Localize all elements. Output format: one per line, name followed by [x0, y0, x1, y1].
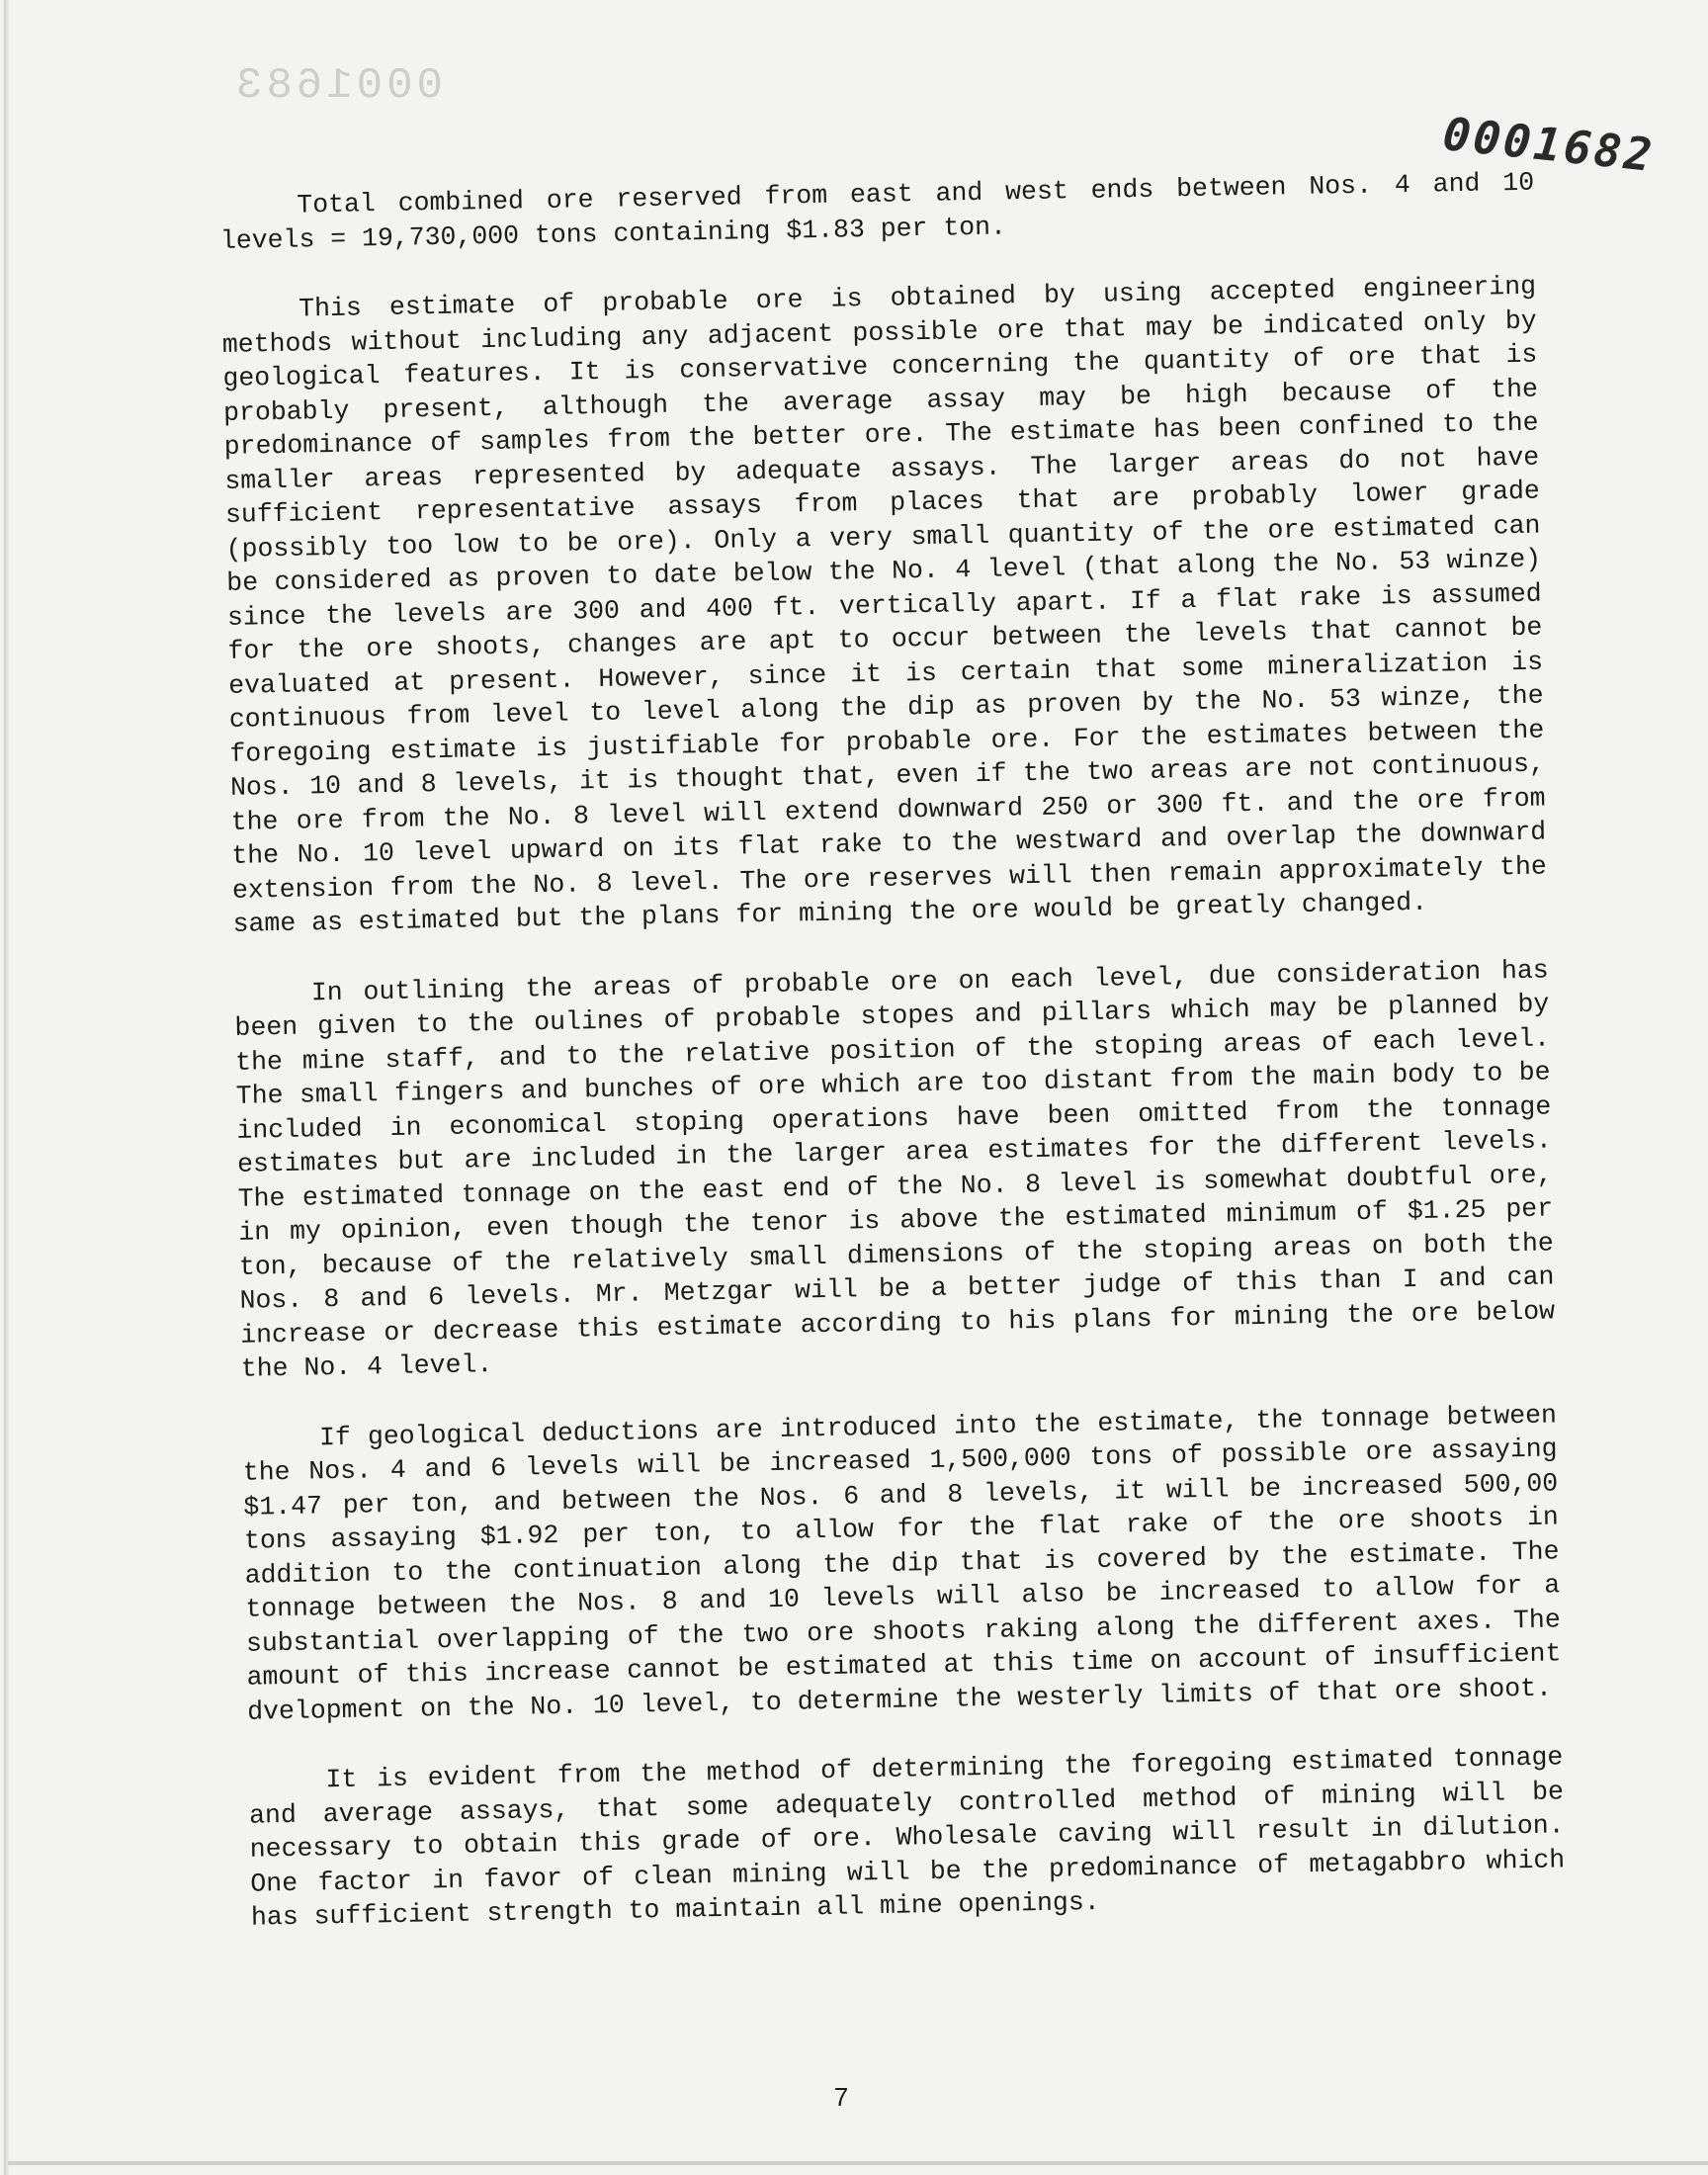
paragraph-outlining-areas: In outlining the areas of probable ore on each level, due consideration has been given to the oulines of probable stopes and pillars which may be planned by the mine staff, and to the relative position of the stoping areas of each level. The small fingers and bunches of ore which are too distant from the main body to be included in economical stoping operations have been omitted from the tonnage estimates but are included in the larger area estimates for the different levels. The estimated tonnage on the east end of the No. 8 level is somewhat doubtful ore, in my opinion, even though the tenor is above the estimated minimum of $1.25 per ton, because of the relatively small dimensions of the stoping areas on both the Nos. 8 and 6 levels. Mr. Metzgar will be a better judge of this than I and can increase or decrease this estimate according to his plans for mining the ore below the No. 4 level.: [234, 954, 1556, 1384]
bleed-through-number: 0001683: [232, 61, 443, 111]
paragraph-estimate-method: This estimate of probable ore is obtained by using accepted engineering methods without including any adjacent possible ore that may be indicated only by geological features. It is conservative concerning the quantity of ore that is probably present, although the average assay may be high because of the predominance of samples from the better ore. The estimate has been confined to the smaller areas represented by adequate assays. The larger areas do not have sufficient representative assays from places that are probably lower grade (possibly too low to be ore). Only a very small quantity of the ore estimated can be considered as proven to date below the No. 4 level (that along the No. 53 winze) since the levels are 300 and 400 ft. vertically apart. If a flat rake is assumed for the ore shoots, changes are apt to occur between the levels that cannot be evaluated at present. However, since it is certain that some mineralization is continuous from level to level along the dip as proven by the No. 53 winze, the foregoing estimate is justifiable for probable ore. For the estimates between the Nos. 10 and 8 levels, it is thought that, even if the two areas are not continuous, the ore from the No. 8 level will extend downward 250 or 300 ft. and the ore from the No. 10 level upward on its flat rake to the westward and overlap the downward extension from the No. 8 level. The ore reserves will then remain approximately the same as estimated but the plans for mining the ore would be greatly changed.: [221, 271, 1548, 939]
paragraph-mining-method: It is evident from the method of determining the foregoing estimated tonnage and average assays, that some adequately controlled method of mining will be necessary to obtain this grade of ore. Wholesale caving will result in dilution. One factor in favor of clean mining will be the predominance of metagabbro which has sufficient strength to maintain all mine openings.: [248, 1742, 1566, 1933]
paragraph-geological-deductions: If geological deductions are introduced into the estimate, the tonnage between the Nos. 4 and 6 levels will be increased 1,500,000 tons of possible ore assaying $1.47 per ton, and between the Nos. 6 and 8 levels, it will be increased 500,00 tons assaying $1.92 per ton, to allow for the flat rake of the ore shoots in addition to the continuation along the dip that is covered by the estimate. The tonnage between the Nos. 8 and 10 levels will also be increased to allow for a substantial overlapping of the two ore shoots raking along the different axes. The amount of this increase cannot be estimated at this time on account of insufficient dvelopment on the No. 10 level, to determine the westerly limits of that ore shoot.: [242, 1399, 1562, 1727]
body-text: [219, 166, 1567, 1971]
scan-edge-shadow: [4, 0, 10, 2175]
document-number: 0001682: [1440, 107, 1658, 183]
scan-bottom-edge: [8, 2161, 1708, 2165]
page-number: 7: [833, 2082, 849, 2112]
paragraph-ore-total: Total combined ore reserved from east and west ends between Nos. 4 and 10 levels = 19,730,000 tons containing $1.83 per ton.: [219, 167, 1535, 256]
